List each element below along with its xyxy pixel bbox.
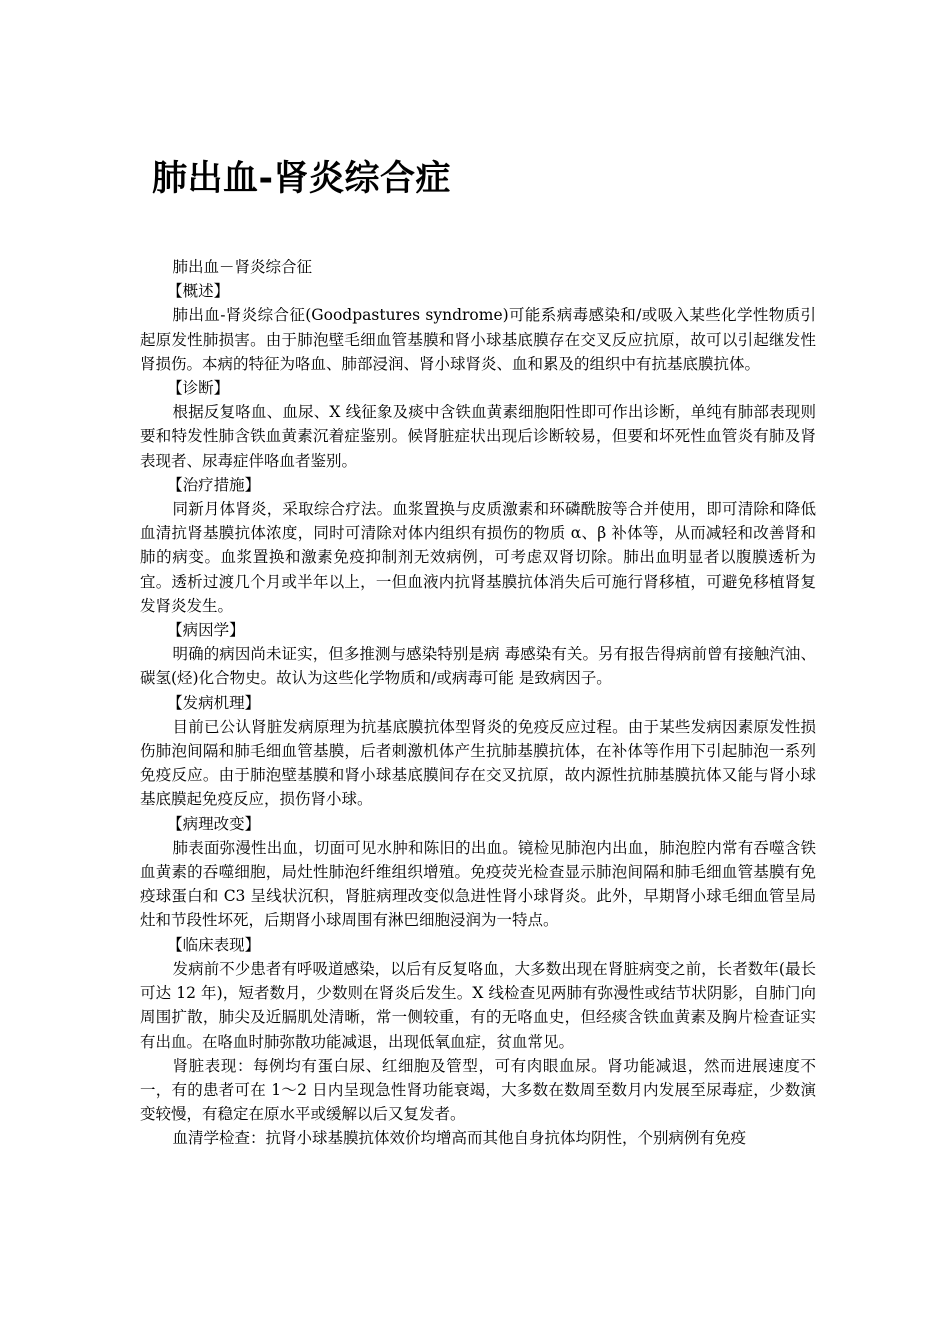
section-heading: 【概述】 xyxy=(167,282,230,301)
paragraph: 肺出血-肾炎综合征(Goodpastures syndrome)可能系病毒感染和/或吸入某些化学性物质引起原发性肺损害。由于肺泡壁毛细血管基膜和肾小球基底膜存在交叉反应抗原，故可以引起继发性肾损伤。本病的特征为咯血、肺部浸润、肾小球肾炎、血和累及的组织中有抗基底膜抗体。 xyxy=(140,306,816,373)
paragraph: 肾脏表现：每例均有蛋白尿、红细胞及管型，可有肉眼血尿。肾功能减退，然而进展速度不一，有的患者可在 1～2 日内呈现急性肾功能衰竭，大多数在数周至数月内发展至尿毒症，少数演变较慢，有稳定在原水平或缓解以后又复发者。 xyxy=(140,1056,816,1124)
section-heading: 【发病机理】 xyxy=(167,693,261,712)
paragraph: 肺出血－肾炎综合征 xyxy=(172,258,313,276)
paragraph: 明确的病因尚未证实，但多推测与感染特别是病 毒感染有关。另有报告得病前曾有接触汽油、碳氢(烃)化合物史。故认为这些化学物质和/或病毒可能 是致病因子。 xyxy=(140,645,816,688)
section-heading: 【病因学】 xyxy=(167,621,245,640)
document-title: 肺出血-肾炎综合症 xyxy=(152,159,452,199)
paragraph: 血清学检查：抗肾小球基膜抗体效价均增高而其他自身抗体均阴性，个别病例有免疫 xyxy=(172,1129,747,1148)
document-body xyxy=(140,255,816,1151)
section-heading: 【临床表现】 xyxy=(167,935,261,954)
paragraph: 根据反复咯血、血尿、X 线征象及痰中含铁血黄素细胞阳性即可作出诊断，单纯有肺部表现则要和特发性肺含铁血黄素沉着症鉴别。候肾脏症状出现后诊断较易，但要和坏死性血管炎有肺及肾表现者、尿毒症伴咯血者鉴别。 xyxy=(140,403,816,470)
paragraph: 同新月体肾炎，采取综合疗法。血浆置换与皮质激素和环磷酰胺等合并使用，即可清除和降低血清抗肾基膜抗体浓度，同时可清除对体内组织有损伤的物质 α、β 补体等，从而减轻和改善肾和肺的病变。血浆置换和激素免疫抑制剂无效病例，可考虑双肾切除。肺出血明显者以腹膜透析为宜。透析过渡几个月或半年以上，一但血液内抗肾基膜抗体消失后可施行肾移植，可避免移植肾复发肾炎发生。 xyxy=(140,500,816,615)
paragraph: 目前已公认肾脏发病原理为抗基底膜抗体型肾炎的免疫反应过程。由于某些发病因素原发性损伤肺泡间隔和肺毛细血管基膜，后者刺激机体产生抗肺基膜抗体，在补体等作用下引起肺泡一系列免疫反应。由于肺泡壁基膜和肾小球基底膜间存在交叉抗原，故内源性抗肺基膜抗体又能与肾小球基底膜起免疫反应，损伤肾小球。 xyxy=(140,717,816,809)
section-heading: 【诊断】 xyxy=(167,379,230,398)
section-heading: 【病理改变】 xyxy=(167,814,261,833)
paragraph: 肺表面弥漫性出血，切面可见水肿和陈旧的出血。镜检见肺泡内出血，肺泡腔内常有吞噬含铁血黄素的吞噬细胞，局灶性肺泡纤维组织增殖。免疫荧光检查显示肺泡间隔和肺毛细血管基膜有免疫球蛋白和 C3 呈线状沉积，肾脏病理改变似急进性肾小球肾炎。此外，早期肾小球毛细血管呈局灶和节段性坏死，后期肾小球周围有淋巴细胞浸润为一特点。 xyxy=(140,838,816,930)
section-heading: 【治疗措施】 xyxy=(167,475,261,494)
paragraph: 发病前不少患者有呼吸道感染，以后有反复咯血，大多数出现在肾脏病变之前，长者数年(最长可达 12 年)，短者数月，少数则在肾炎后发生。X 线检查见两肺有弥漫性或结节状阴影，自肺门向周围扩散，肺尖及近膈肌处清晰，常一侧较重，有的无咯血史，但经痰含铁血黄素及胸片检查证实有出血。在咯血时肺弥散功能减退，出现低氧血症，贫血常见。 xyxy=(140,959,816,1051)
